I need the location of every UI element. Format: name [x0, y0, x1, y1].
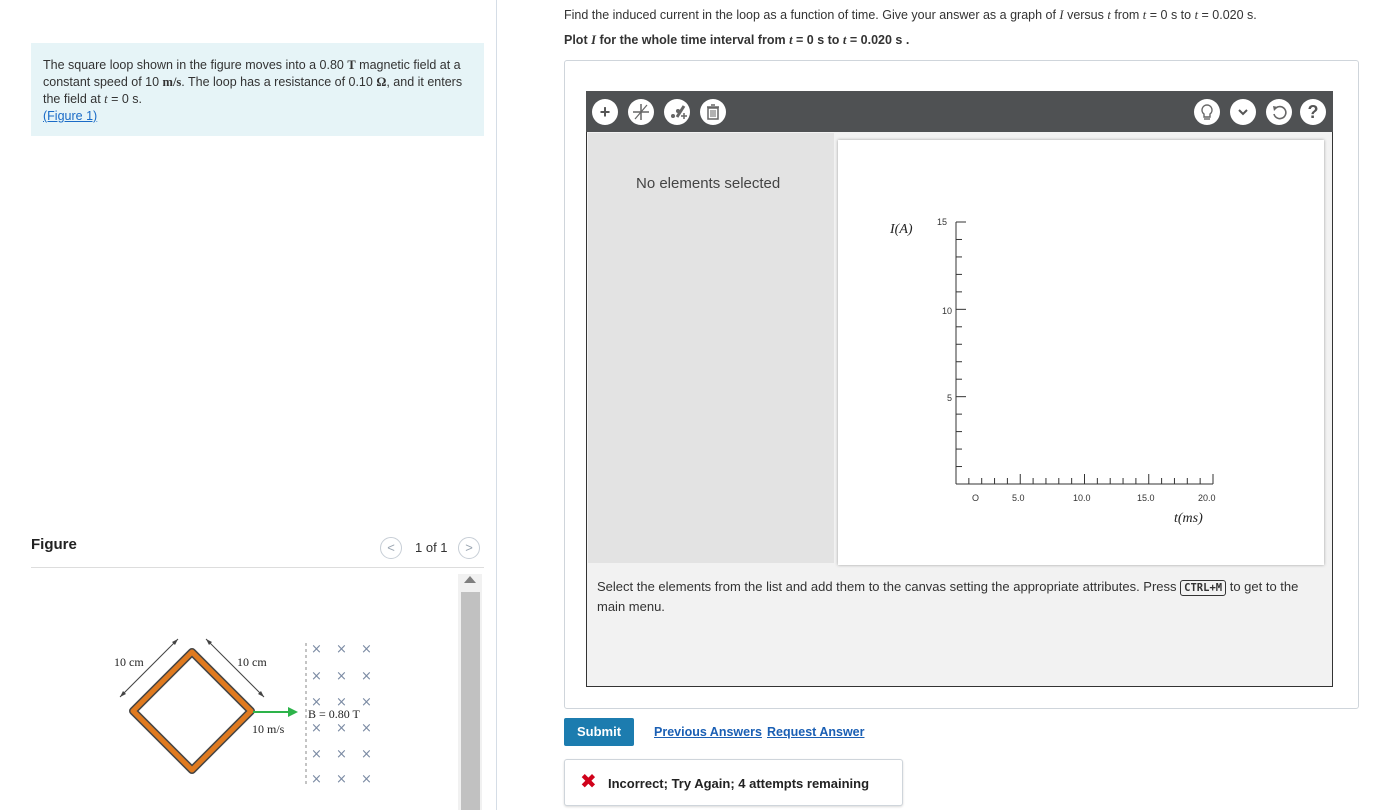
svg-text:×: ×: [311, 772, 322, 787]
svg-text:×: ×: [336, 747, 347, 762]
svg-text:×: ×: [311, 642, 322, 657]
plot-instr-mid: for the whole time interval from: [595, 33, 790, 47]
graph-toolbar: [586, 91, 1333, 132]
problem-text-4: , and it enters the field at: [43, 75, 463, 106]
problem-text-2: magnetic field at a constant speed of 10: [43, 58, 461, 89]
x-ticks: [969, 474, 1213, 484]
unit-speed: m/s: [162, 75, 182, 89]
lightbulb-icon[interactable]: [1194, 99, 1220, 125]
question-text: [564, 8, 1257, 23]
y-axis-label: I(A): [890, 222, 913, 237]
var-t: t: [1142, 8, 1147, 22]
loop-figure: [100, 625, 390, 810]
problem-statement: [31, 43, 484, 136]
velocity-label: 10 m/s: [252, 722, 285, 736]
square-loop: [133, 652, 251, 770]
question-text-b: versus: [1063, 8, 1108, 22]
feedback-box: [564, 759, 903, 806]
figure-link[interactable]: (Figure 1): [43, 109, 98, 123]
incorrect-x-icon: ✖: [580, 771, 597, 793]
svg-text:×: ×: [311, 721, 322, 736]
svg-text:×: ×: [311, 747, 322, 762]
next-figure-button[interactable]: >: [458, 537, 480, 559]
y-tick-label: 5: [947, 393, 953, 403]
trash-icon[interactable]: [700, 99, 726, 125]
edit-points-icon[interactable]: [664, 99, 690, 125]
svg-text:×: ×: [336, 642, 347, 657]
y-tick-label: 15: [937, 217, 948, 227]
instructions-text-end: to get to the main menu.: [597, 579, 1299, 614]
svg-text:×: ×: [336, 721, 347, 736]
svg-text:×: ×: [361, 747, 372, 762]
x-tick-label: 10.0: [1073, 493, 1091, 503]
svg-text:×: ×: [361, 669, 372, 684]
figure-page-count: 1 of 1: [415, 540, 448, 555]
plot-instruction: [564, 33, 909, 48]
request-answer-link[interactable]: Request Answer: [767, 725, 865, 739]
x-tick-label: 5.0: [1012, 493, 1025, 503]
field-label: B = 0.80 T: [308, 707, 360, 721]
graph-axes[interactable]: [838, 140, 1324, 565]
svg-text:×: ×: [311, 695, 322, 710]
question-text-e: = 0.020 s.: [1198, 8, 1257, 22]
loop-outline: [133, 652, 251, 770]
var-t: t: [789, 33, 793, 47]
var-I: I: [1059, 8, 1064, 22]
svg-text:×: ×: [361, 772, 372, 787]
side-label-right: 10 cm: [237, 655, 267, 669]
svg-text:×: ×: [361, 642, 372, 657]
svg-text:×: ×: [361, 695, 372, 710]
instructions-text: Select the elements from the list and add them to the canvas setting the appropriate attributes. Press: [597, 579, 1181, 594]
crosshair-icon[interactable]: [628, 99, 654, 125]
problem-text-5: = 0 s.: [107, 92, 143, 106]
var-t: t: [1194, 8, 1199, 22]
svg-text:×: ×: [311, 669, 322, 684]
keyboard-shortcut: CTRL+M: [1180, 580, 1226, 596]
var-t: t: [842, 33, 847, 47]
add-element-button[interactable]: +: [592, 99, 618, 125]
y-ticks: [956, 222, 966, 467]
plot-instr-eq0: = 0 s to: [792, 33, 843, 47]
help-button[interactable]: ?: [1300, 99, 1326, 125]
var-I: I: [591, 33, 596, 47]
unit-ohm: Ω: [376, 75, 387, 89]
side-label-left: 10 cm: [114, 655, 144, 669]
figure-scrollbar-thumb[interactable]: [461, 592, 480, 810]
canvas-instructions: [597, 577, 1327, 617]
plot-instr-prefix: Plot: [564, 33, 592, 47]
previous-answers-link[interactable]: Previous Answers: [654, 725, 762, 739]
submit-button[interactable]: Submit: [564, 718, 634, 746]
svg-text:×: ×: [336, 772, 347, 787]
question-text-d: = 0 s to: [1146, 8, 1195, 22]
velocity-arrowhead: [288, 707, 298, 717]
problem-text-1: The square loop shown in the figure moves into a 0.80: [43, 58, 348, 72]
figure-divider: [31, 567, 484, 568]
reset-icon[interactable]: [1266, 99, 1292, 125]
feedback-message: Incorrect; Try Again; 4 attempts remaining: [608, 776, 870, 791]
scroll-up-arrow-icon[interactable]: [464, 576, 476, 583]
var-t: t: [104, 92, 108, 106]
x-tick-label: O: [972, 493, 980, 503]
figure-title: Figure: [31, 536, 77, 553]
x-tick-label: 20.0: [1198, 493, 1216, 503]
no-elements-message: No elements selected: [636, 175, 781, 192]
prev-figure-button[interactable]: <: [380, 537, 402, 559]
plot-instr-eq1: = 0.020 s .: [846, 33, 910, 47]
element-list-panel: [588, 133, 834, 563]
unit-tesla: T: [347, 58, 356, 72]
y-tick-label: 10: [942, 306, 953, 316]
chevron-down-icon[interactable]: [1230, 99, 1256, 125]
question-text-a: Find the induced current in the loop as a function of time. Give your answer as a graph of: [564, 8, 1060, 22]
question-text-c: from: [1110, 8, 1143, 22]
svg-text:×: ×: [336, 669, 347, 684]
var-t: t: [1107, 8, 1111, 22]
x-axis-label: t(ms): [1174, 511, 1203, 526]
x-tick-label: 15.0: [1137, 493, 1155, 503]
svg-text:×: ×: [336, 695, 347, 710]
svg-text:×: ×: [361, 721, 372, 736]
problem-text-3: . The loop has a resistance of 0.10: [181, 75, 377, 89]
